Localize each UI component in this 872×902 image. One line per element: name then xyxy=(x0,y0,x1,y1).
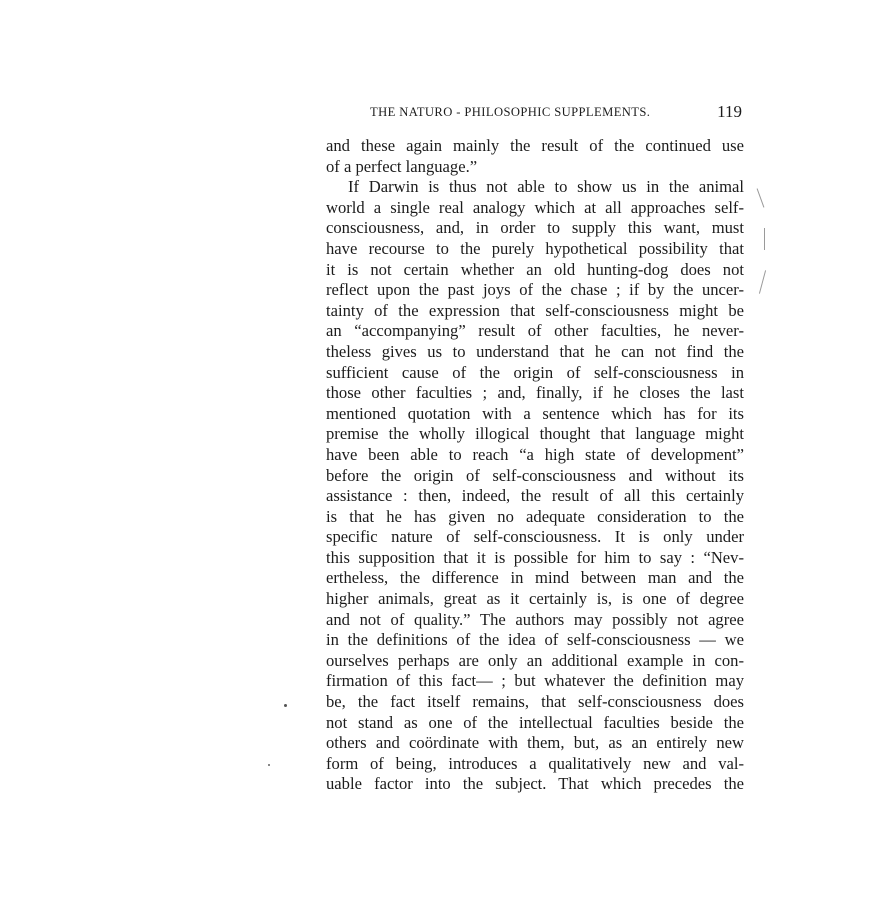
running-head xyxy=(326,102,744,122)
text-line: premise the wholly illogical thought that language might xyxy=(326,424,744,444)
text-line: be, the fact itself remains, that self-consciousness does xyxy=(326,692,744,712)
text-line: consciousness, and, in order to supply this want, must xyxy=(326,218,744,238)
text-line: sufficient cause of the origin of self-consciousness in xyxy=(326,362,744,382)
text-line: ertheless, the difference in mind between man and the xyxy=(326,568,744,588)
text-line: If Darwin is thus not able to show us in the animal xyxy=(348,177,744,197)
text-line: reflect upon the past joys of the chase ; if by the uncer- xyxy=(326,280,744,300)
text-line: and these again mainly the result of the continued use xyxy=(326,136,744,155)
text-line: of a perfect language.” xyxy=(326,156,478,176)
text-line: firmation of this fact— ; but whatever the definition may xyxy=(326,671,744,691)
text-line: assistance : then, indeed, the result of all this certainly xyxy=(326,486,744,506)
text-line: higher animals, great as it certainly is, is one of degree xyxy=(326,589,744,609)
text-line: it is not certain whether an old hunting-dog does not xyxy=(326,259,744,279)
body-text xyxy=(326,136,744,795)
text-line: tainty of the expression that self-consciousness might be xyxy=(326,300,744,320)
text-line: is that he has given no adequate consideration to the xyxy=(326,506,744,526)
scan-mark xyxy=(764,228,765,250)
text-line: those other faculties ; and, finally, if he closes the last xyxy=(326,383,744,403)
running-head-title: THE NATURO - PHILOSOPHIC SUPPLEMENTS. xyxy=(370,105,651,119)
scan-mark xyxy=(268,764,270,766)
text-line: mentioned quotation with a sentence which has for its xyxy=(326,403,744,423)
scan-mark xyxy=(284,704,287,707)
text-line: not stand as one of the intellectual faculties beside the xyxy=(326,712,744,732)
scan-mark xyxy=(759,270,766,293)
text-line: in the definitions of the idea of self-consciousness — we xyxy=(326,630,744,650)
text-line: specific nature of self-consciousness. It is only under xyxy=(326,527,744,547)
text-line: uable factor into the subject. That which precedes the xyxy=(326,774,744,794)
text-line: have recourse to the purely hypothetical possibility that xyxy=(326,238,744,258)
page-number: 119 xyxy=(717,102,742,121)
text-line: world a single real analogy which at all approaches self- xyxy=(326,197,744,217)
text-line: theless gives us to understand that he can not find the xyxy=(326,341,744,361)
text-line: others and coördinate with them, but, as an entirely new xyxy=(326,733,744,753)
text-line: before the origin of self-consciousness and without its xyxy=(326,465,744,485)
text-line: and not of quality.” The authors may possibly not agree xyxy=(326,609,744,629)
text-line: form of being, introduces a qualitatively new and val- xyxy=(326,753,744,773)
scan-mark xyxy=(757,188,765,207)
text-line: an “accompanying” result of other faculties, he never- xyxy=(326,321,744,341)
text-line: this supposition that it is possible for him to say : “Nev- xyxy=(326,547,744,567)
text-line: have been able to reach “a high state of development” xyxy=(326,444,744,464)
text-line: ourselves perhaps are only an additional example in con- xyxy=(326,650,744,670)
